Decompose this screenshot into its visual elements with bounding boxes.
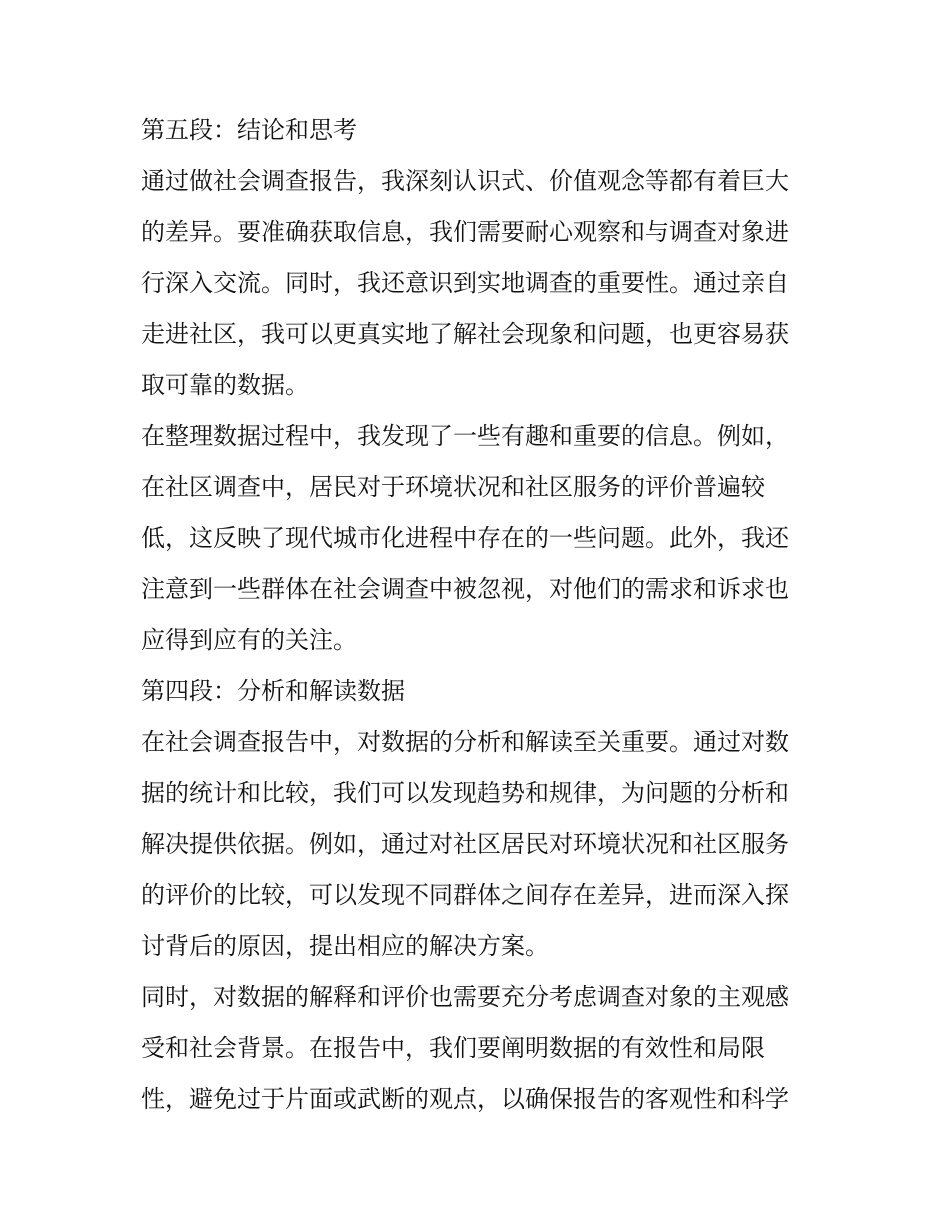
paragraph-line: 性，避免过于片面或武断的观点，以确保报告的客观性和科学	[141, 1085, 789, 1113]
paragraph-line: 受和社会背景。在报告中，我们要阐明数据的有效性和局限	[141, 1034, 765, 1062]
paragraph-line: 取可靠的数据。	[141, 371, 309, 399]
paragraph-line: 的评价的比较，可以发现不同群体之间存在差异，进而深入探	[141, 881, 789, 909]
section-heading-5: 第五段：结论和思考	[141, 116, 357, 144]
document-body	[141, 105, 821, 1125]
paragraph-line: 在整理数据过程中，我发现了一些有趣和重要的信息。例如，	[141, 422, 789, 450]
paragraph-line: 走进社区，我可以更真实地了解社会现象和问题，也更容易获	[141, 320, 789, 348]
section-heading-4: 第四段：分析和解读数据	[141, 677, 405, 705]
paragraph-line: 在社会调查报告中，对数据的分析和解读至关重要。通过对数	[141, 728, 789, 756]
paragraph-line: 同时，对数据的解释和评价也需要充分考虑调查对象的主观感	[141, 983, 789, 1011]
paragraph-line: 行深入交流。同时，我还意识到实地调查的重要性。通过亲自	[141, 269, 789, 297]
paragraph-line: 应得到应有的关注。	[141, 626, 357, 654]
paragraph-line: 通过做社会调查报告，我深刻认识式、价值观念等都有着巨大	[141, 167, 789, 195]
paragraph-line: 注意到一些群体在社会调查中被忽视，对他们的需求和诉求也	[141, 575, 789, 603]
paragraph-line: 低，这反映了现代城市化进程中存在的一些问题。此外，我还	[141, 524, 789, 552]
paragraph-line: 的差异。要准确获取信息，我们需要耐心观察和与调查对象进	[141, 218, 789, 246]
paragraph-line: 在社区调查中，居民对于环境状况和社区服务的评价普遍较	[141, 473, 765, 501]
paragraph-line: 据的统计和比较，我们可以发现趋势和规律，为问题的分析和	[141, 779, 789, 807]
paragraph-line: 解决提供依据。例如，通过对社区居民对环境状况和社区服务	[141, 830, 789, 858]
paragraph-line: 讨背后的原因，提出相应的解决方案。	[141, 932, 549, 960]
